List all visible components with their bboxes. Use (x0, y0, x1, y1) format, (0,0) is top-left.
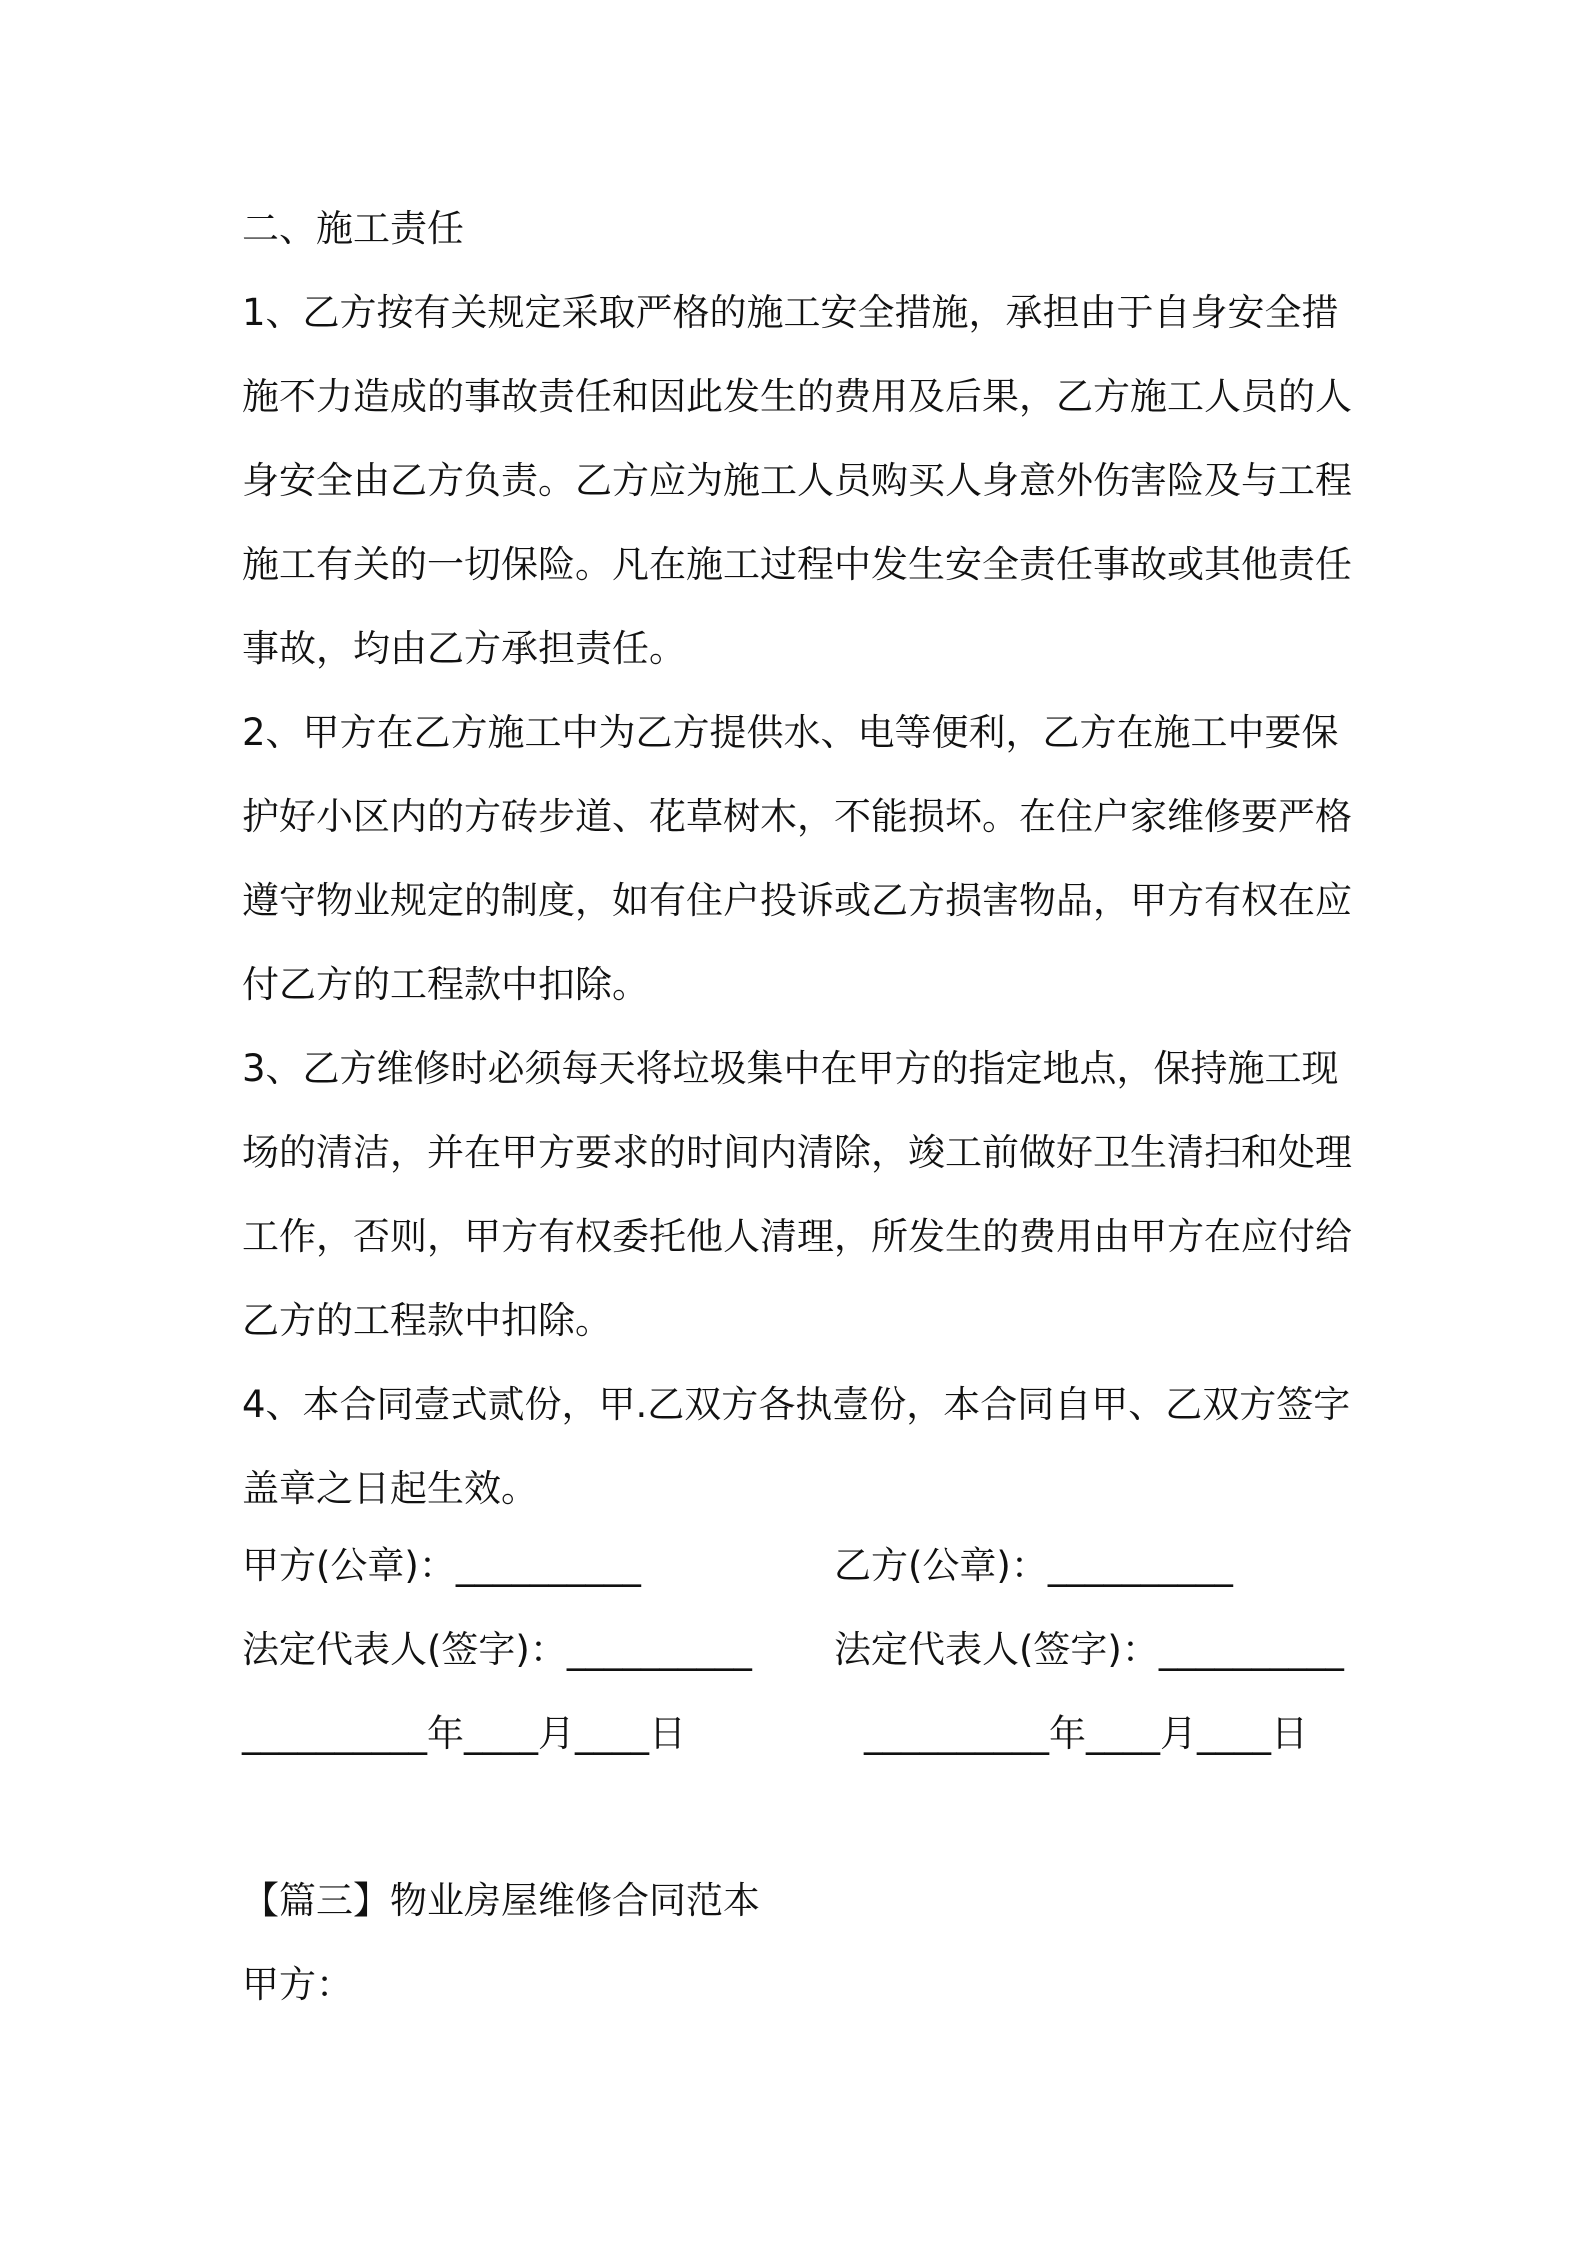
clause-2-line-4: 付乙方的工程款中扣除。 (242, 963, 649, 1006)
clause-3-line-3: 工作，否则，甲方有权委托他人清理，所发生的费用由甲方在应付给 (242, 1215, 1352, 1258)
clause-4-line-2: 盖章之日起生效。 (242, 1467, 538, 1510)
party-a-date: __________年____月____日 (242, 1712, 686, 1755)
clause-3-line-2: 场的清洁，并在甲方要求的时间内清除，竣工前做好卫生清扫和处理 (242, 1131, 1352, 1174)
clause-3-line-1: 3、乙方维修时必须每天将垃圾集中在甲方的指定地点，保持施工现 (242, 1047, 1339, 1090)
next-party-label: 甲方： (242, 1963, 353, 2006)
clause-2-line-3: 遵守物业规定的制度，如有住户投诉或乙方损害物品，甲方有权在应 (242, 879, 1352, 922)
clause-2-line-1: 2、甲方在乙方施工中为乙方提供水、电等便利，乙方在施工中要保 (242, 711, 1339, 754)
clause-1-line-4: 施工有关的一切保险。凡在施工过程中发生安全责任事故或其他责任 (242, 543, 1352, 586)
party-a-seal: 甲方(公章)：__________ (242, 1544, 641, 1587)
party-b-seal: 乙方(公章)：__________ (834, 1544, 1233, 1587)
clause-1-line-3: 身安全由乙方负责。乙方应为施工人员购买人身意外伤害险及与工程 (242, 459, 1352, 502)
clause-1-line-5: 事故，均由乙方承担责任。 (242, 627, 686, 670)
clause-4-line-1: 4、本合同壹式贰份，甲.乙双方各执壹份，本合同自甲、乙双方签字 (242, 1383, 1351, 1426)
party-b-representative: 法定代表人(签字)：__________ (834, 1628, 1344, 1671)
next-section-title: 【篇三】物业房屋维修合同范本 (242, 1879, 760, 1922)
section-heading: 二、施工责任 (242, 207, 464, 250)
clause-1-line-2: 施不力造成的事故责任和因此发生的费用及后果，乙方施工人员的人 (242, 375, 1352, 418)
party-a-representative: 法定代表人(签字)：__________ (242, 1628, 752, 1671)
clause-1-line-1: 1、乙方按有关规定采取严格的施工安全措施，承担由于自身安全措 (242, 291, 1339, 334)
clause-2-line-2: 护好小区内的方砖步道、花草树木，不能损坏。在住户家维修要严格 (242, 795, 1352, 838)
party-b-date: __________年____月____日 (864, 1712, 1308, 1755)
clause-3-line-4: 乙方的工程款中扣除。 (242, 1299, 612, 1342)
